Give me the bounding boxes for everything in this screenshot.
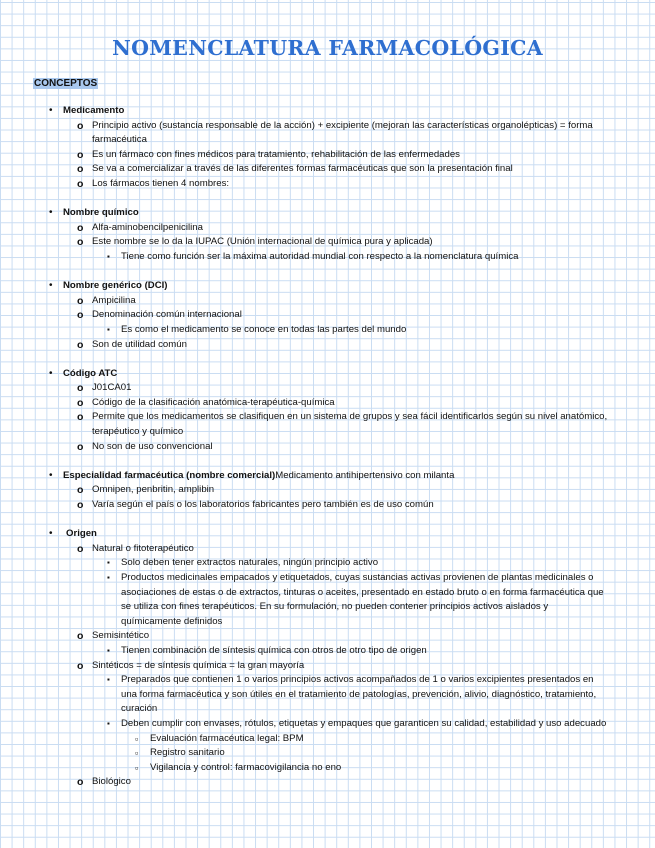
circle-bullet-icon: o: [77, 499, 84, 512]
page-title: NOMENCLATURA FARMACOLÓGICA: [112, 36, 543, 60]
list-item: o Los fármacos tienen 4 nombres:: [77, 177, 230, 190]
square-bullet-icon: ▪: [107, 251, 110, 261]
section-heading: • Código ATC: [0, 367, 655, 382]
section-nombre-generico: [0, 279, 655, 352]
list-item: ▫ Vigilancia y control: farmacovigilancia no eno: [0, 761, 655, 776]
section-codigo-atc: [0, 367, 655, 455]
list-item: o Código de la clasificación anatómica-terapéutica-química: [77, 396, 335, 409]
list-item: ▫ Registro sanitario: [0, 746, 655, 761]
bullet-icon: •: [49, 105, 53, 116]
section-heading: • Nombre genérico (DCI): [0, 279, 655, 294]
list-item: o Se va a comercializar a través de las diferentes formas farmacéuticas que son la presentación final: [77, 163, 513, 176]
list-item: ▪ Es como el medicamento se conoce en todas las partes del mundo: [0, 323, 655, 338]
circle-bullet-icon: o: [77, 440, 84, 453]
circle-bullet-icon: o: [77, 382, 84, 395]
circle-bullet-icon: o: [77, 484, 84, 497]
list-item: ▪ Deben cumplir con envases, rótulos, etiquetas y empaques que garanticen su calidad, estabilidad y uso adecuado: [0, 717, 655, 732]
circle-bullet-icon: o: [77, 163, 84, 176]
section-heading: • Especialidad farmacéutica (nombre comercial)Medicamento antihipertensivo con milanta: [0, 469, 655, 484]
list-item: o Son de utilidad común: [77, 338, 187, 351]
circle-bullet-icon: o: [77, 776, 84, 789]
circle-bullet-icon: o: [77, 411, 84, 424]
circle-bullet-icon: o: [77, 630, 84, 643]
list-item: o Denominación común internacional: [77, 309, 242, 322]
square-bullet-icon: ▪: [107, 573, 110, 582]
section-heading: • Medicamento: [0, 104, 655, 119]
circle-bullet-icon: o: [77, 659, 84, 672]
bullet-icon: •: [49, 367, 53, 379]
circle-bullet-icon: o: [77, 119, 84, 132]
hollow-square-bullet-icon: ▫: [135, 762, 139, 773]
section-heading: • Origen: [0, 527, 655, 542]
list-item: ▪ Preparados que contienen 1 o varios principios activos acompañados de 1 o varios excipientes presentados en una forma farmacéutica y son útiles en el tratamiento de patologías, prevención, alivio, diagnóstico, tratamiento, curación: [107, 674, 597, 715]
square-bullet-icon: ▪: [107, 718, 110, 728]
list-item: o Principio activo (sustancia responsable de la acción) + excipiente (mejoran las características organolépticas) = forma farmacéutica: [77, 119, 593, 146]
square-bullet-icon: ▪: [107, 675, 110, 685]
circle-bullet-icon: o: [77, 396, 84, 409]
list-item: ▪ Tienen combinación de síntesis química con otros de otro tipo de origen: [0, 644, 655, 659]
concepts-label: CONCEPTOS: [34, 78, 98, 89]
circle-bullet-icon: o: [77, 309, 84, 322]
list-item: ▫ Evaluación farmacéutica legal: BPM: [0, 732, 655, 747]
circle-bullet-icon: o: [77, 338, 84, 351]
circle-bullet-icon: o: [77, 148, 84, 161]
bullet-icon: •: [49, 207, 53, 219]
circle-bullet-icon: o: [77, 221, 84, 234]
circle-bullet-icon: o: [77, 177, 84, 190]
list-item: o Varía según el país o los laboratorios fabricantes pero también es de uso común: [77, 499, 434, 512]
list-item: o No son de uso convencional: [77, 440, 213, 453]
hollow-square-bullet-icon: ▫: [135, 733, 139, 744]
list-item: o Alfa-aminobencilpenicilina: [77, 221, 203, 234]
list-item: o Permite que los medicamentos se clasifiquen en un sistema de grupos y sea fácil identificarlos según su nivel anatómico, terapéutico y químico: [77, 411, 608, 438]
list-item: o Es un fármaco con fines médicos para tratamiento, rehabilitación de las enfermedades: [77, 148, 460, 161]
list-item: ▪ Solo deben tener extractos naturales, ningún principio activo: [0, 556, 655, 571]
bullet-icon: •: [49, 528, 53, 540]
bullet-icon: •: [49, 469, 53, 481]
list-item: o Este nombre se lo da la IUPAC (Unión internacional de química pura y aplicada): [77, 236, 433, 249]
list-item: o Natural o fitoterapéutico: [77, 542, 194, 555]
section-origen: [0, 527, 655, 790]
circle-bullet-icon: o: [77, 236, 84, 249]
list-item: o Semisintético: [77, 630, 150, 643]
section-heading: • Nombre químico: [0, 206, 655, 221]
section-medicamento: [0, 104, 655, 192]
square-bullet-icon: ▪: [107, 324, 110, 334]
square-bullet-icon: ▪: [107, 645, 110, 655]
circle-bullet-icon: o: [77, 542, 84, 555]
circle-bullet-icon: o: [77, 294, 84, 307]
section-nombre-quimico: [0, 206, 655, 264]
hollow-square-bullet-icon: ▫: [135, 748, 139, 759]
list-item: o Ampicilina: [77, 294, 136, 307]
bullet-icon: •: [49, 280, 53, 292]
list-item: o J01CA01: [77, 382, 132, 395]
section-especialidad: [0, 469, 655, 513]
notes-content: [0, 104, 655, 805]
square-bullet-icon: ▪: [107, 558, 110, 568]
list-item: o Omnipen, penbritin, amplibin: [77, 484, 215, 497]
list-item: o Sintéticos = de síntesis química = la gran mayoría: [77, 659, 305, 672]
list-item: ▪ Tiene como función ser la máxima autoridad mundial con respecto a la nomenclatura química: [0, 250, 655, 265]
list-item: o Biológico: [77, 776, 131, 789]
list-item: ▪ Productos medicinales empacados y etiquetados, cuyas sustancias activas provienen de plantas medicinales o asociaciones de estas o de extractos, tinturas o aceites, presentado en estado bruto o en forma farmacéutica que se utiliza con fines terapéuticos. En su formulación, no pueden contener principios activos aislados y químicamente definidos: [107, 572, 604, 627]
